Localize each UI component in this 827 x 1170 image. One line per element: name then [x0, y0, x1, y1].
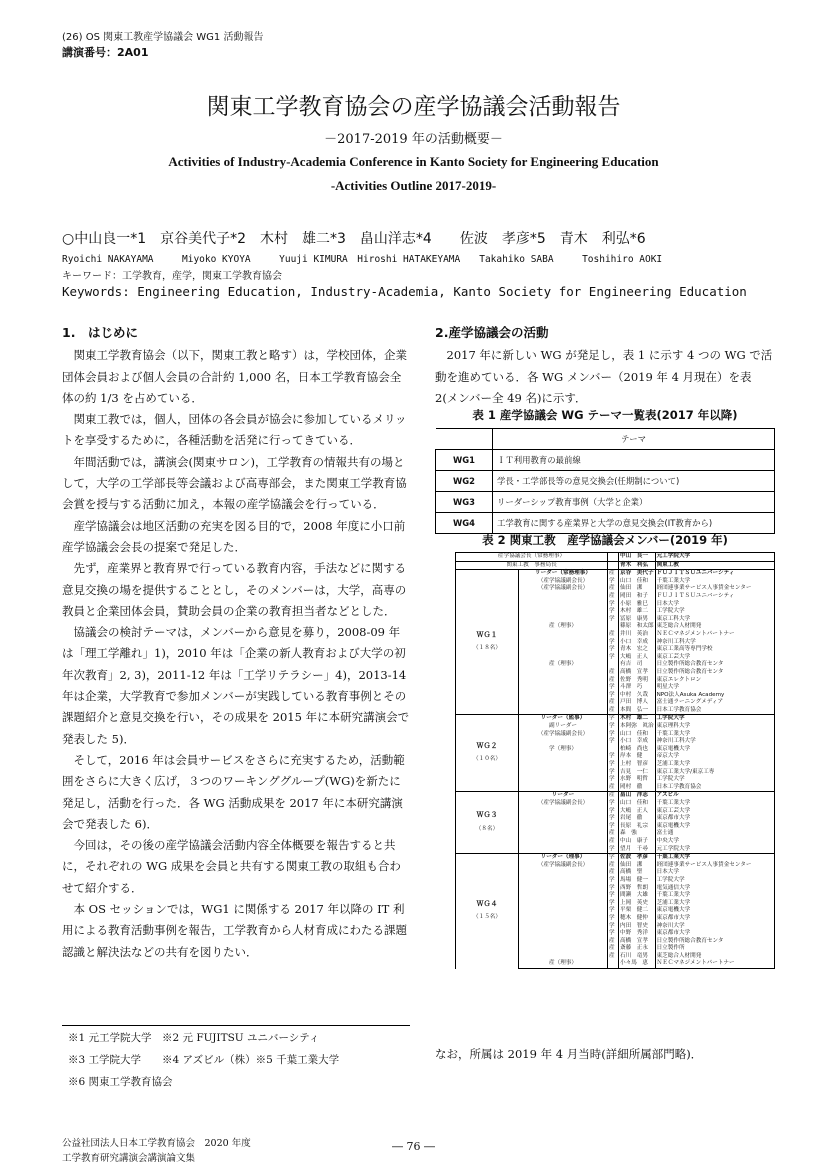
type-cell: 産 — [608, 830, 619, 838]
role-cell — [519, 808, 608, 816]
type-cell: 学 — [608, 854, 619, 862]
table-row — [456, 715, 775, 723]
org-cell: 東京電機大学 — [655, 746, 774, 754]
left-column — [62, 322, 410, 963]
table-row — [456, 561, 775, 570]
name-cell: 戸田 博人 — [619, 699, 656, 707]
org-cell: 芝浦工業大学 — [655, 900, 774, 908]
name-cell: 青木 利弘 — [619, 561, 656, 570]
wg-cell: WG3 — [436, 492, 493, 513]
org-cell: 関東工教 — [655, 561, 774, 570]
type-cell: 産 — [608, 862, 619, 870]
type-cell: 学 — [608, 639, 619, 647]
name-cell: 斗澤 巧 — [619, 684, 656, 692]
english-title: Activities of Industry-Academia Conference in Kanto Society for Engineering Education — [168, 154, 659, 169]
org-cell: ＦＵＪＩＴＳＵユニバーシティ — [655, 593, 774, 601]
type-cell: 産 — [608, 938, 619, 946]
type-cell: 学 — [608, 900, 619, 908]
name-cell: 中村 久哉 — [619, 692, 656, 700]
org-cell: 日本工学教育協会 — [655, 707, 774, 715]
name-cell: 本間 弘一 — [619, 707, 656, 715]
table-note: なお，所属は 2019 年 4 月当時(詳細所属部門略)． — [435, 1047, 703, 1061]
role-cell — [519, 938, 608, 946]
name-cell: 篠原 和太郎 — [620, 623, 654, 630]
org-cell: 東京工業高等専門学校 — [655, 646, 774, 654]
wg-label: ＷＧ１ — [476, 630, 498, 639]
org-cell: 東京工業大学/東京工専 — [655, 769, 774, 777]
role-cell — [519, 692, 608, 700]
type-cell: 学 — [608, 692, 619, 700]
wg-label: ＷＧ２ — [476, 741, 498, 750]
wg-label: ＷＧ３ — [476, 811, 498, 820]
theme-cell: 工学教育に関する産業界と大学の意見交換会(IT教育から) — [493, 513, 775, 534]
wg-group-cell — [456, 854, 519, 969]
type-cell: 学 — [608, 723, 619, 731]
role-cell: リーダー — [519, 792, 608, 800]
org-cell: 工学院大学 — [655, 608, 774, 616]
type-cell: 産 — [608, 570, 619, 578]
role-cell: リーダー（常務理事） — [519, 570, 608, 578]
org-cell: 日立製作所総合教育センタ — [655, 938, 774, 946]
org-cell: 千葉工業大学 — [655, 854, 774, 862]
table2-caption: 表 2 関東工教 産学協議会メンバー(2019 年) — [482, 533, 728, 547]
table-header-blank — [436, 429, 493, 450]
type-cell: 学 — [608, 608, 619, 616]
role-cell — [519, 769, 608, 777]
paragraph: 先ず，産業界と教育界で行っている教育内容，手法などに関する意見交換の場を提供することとし，そのメンバーは，大学，高専の教員と企業団体会員，賛助会員の企業の教育担当者などとした． — [62, 561, 407, 618]
org-cell: 日立製作所総合教育センタ — [655, 661, 774, 669]
type-cell: 産 — [608, 707, 619, 715]
paragraph: 産学協議会は地区活動の充実を図る目的で，2008 年度に小口前産学協議会会長の提案で発足した． — [62, 518, 406, 554]
name-cell: 山口 佳和 — [619, 731, 656, 739]
english-subtitle: -Activities Outline 2017-2019- — [330, 178, 497, 193]
type-cell — [608, 553, 619, 562]
org-cell: 東京理科大学 — [655, 723, 774, 731]
org-cell: 明星大学 — [655, 684, 774, 692]
name-cell: 西野 哲朗 — [619, 885, 656, 893]
name-cell: 山口 佳和 — [619, 578, 656, 586]
name-cell: 小口 幸成 — [619, 639, 656, 647]
type-cell: 学 — [608, 731, 619, 739]
role-cell — [519, 892, 608, 900]
table-header: テーマ — [493, 429, 775, 450]
role-cell: （産学協議副会長） — [537, 861, 589, 868]
name-cell: 佐波 孝彦 — [619, 854, 656, 862]
type-cell: 学 — [608, 738, 619, 746]
type-cell: 産 — [608, 631, 619, 639]
table1-caption: 表 1 産学協議会 WG テーマ一覧表(2017 年以降) — [472, 408, 738, 422]
type-cell — [608, 561, 619, 570]
wg-group-cell — [456, 570, 519, 715]
wg-count: （１０名） — [473, 756, 501, 763]
org-cell: 東京電機大学 — [655, 907, 774, 915]
type-cell: 学 — [608, 915, 619, 923]
org-cell: ＦＵＪＩＴＳＵユニバーシティ — [655, 570, 774, 578]
name-cell: 中野 秀洋 — [619, 930, 656, 938]
footer-society: 公益社団法人日本工学教育協会 2020 年度 — [62, 1138, 251, 1149]
name-cell: 本阿弥 眞治 — [620, 723, 654, 730]
org-cell: ＮＥＣマネジメントパートナー — [655, 631, 774, 639]
footnote: ※3 工学院大学 ※4 アズビル（株）※5 千葉工業大学 — [68, 1054, 340, 1066]
role-cell: 産（理事） — [519, 960, 608, 968]
name-cell: 畠山 洋志 — [619, 792, 656, 800]
org-cell: 東京工芸大学 — [655, 808, 774, 816]
name-cell: 仙田 潔 — [619, 585, 656, 593]
org-cell: 東京エレクトロン — [655, 677, 774, 685]
role-cell: 産（理事） — [549, 623, 577, 630]
table-row — [456, 570, 775, 578]
name-cell: 有吉 司 — [619, 661, 656, 669]
type-cell: 学 — [608, 776, 619, 784]
table-row — [436, 450, 775, 471]
type-cell: 産 — [608, 669, 619, 677]
type-cell: 学 — [608, 753, 619, 761]
wg-count: （１５名） — [473, 914, 501, 921]
type-cell: 学 — [608, 907, 619, 915]
org-cell: 東京工芸大学 — [655, 654, 774, 662]
role-cell: 関東工教 事務局長 — [456, 561, 608, 570]
role-cell — [519, 677, 608, 685]
org-cell: 元工学院大学 — [655, 553, 774, 562]
org-cell: アズビル — [655, 792, 774, 800]
section-1-heading: 1. はじめに — [62, 325, 138, 340]
role-cell — [519, 631, 608, 639]
name-cell: 高橋 宣孝 — [619, 669, 656, 677]
type-cell: 学 — [608, 601, 619, 609]
wg-label: ＷＧ４ — [476, 899, 498, 908]
role-cell — [519, 593, 608, 601]
role-cell — [519, 930, 608, 938]
org-cell: 東京都市大学 — [655, 815, 774, 823]
org-cell: 富士通 — [655, 830, 774, 838]
wg-theme-table — [435, 428, 775, 534]
type-cell: 学 — [608, 815, 619, 823]
name-cell: 小口 幸成 — [619, 738, 656, 746]
role-cell — [519, 608, 608, 616]
role-cell — [519, 838, 608, 846]
name-cell: 岡田 和子 — [619, 593, 656, 601]
footnote-divider — [62, 1025, 410, 1026]
role-cell: 産学協議会長（常務理事） — [456, 553, 608, 562]
type-cell — [608, 960, 619, 968]
role-cell: （産学協議副会長） — [537, 800, 589, 806]
org-cell: 日立製作所総合教育センタ — [655, 669, 774, 677]
role-cell — [519, 684, 608, 692]
name-cell: 青木 宏之 — [619, 646, 656, 654]
org-cell: NPO法人Asuka Academy — [655, 692, 774, 700]
type-cell — [608, 661, 619, 669]
table-row — [436, 513, 775, 534]
org-cell: 工学院大学 — [655, 877, 774, 885]
org-cell: 東京電機大学 — [655, 823, 774, 831]
name-cell: 岸本 健 — [619, 753, 656, 761]
role-cell — [519, 815, 608, 823]
org-cell: 経団連事業サービス人事賃金センター — [655, 585, 774, 593]
role-cell — [519, 776, 608, 784]
authors-en: Ryoichi NAKAYAMA Miyoko KYOYA Yuuji KIMURA Hiroshi HATAKEYAMA Takahiko SABA Toshihiro AOKI — [62, 254, 663, 265]
name-cell: 斎藤 正永 — [619, 945, 656, 953]
name-cell: 山口 佳和 — [619, 800, 656, 808]
type-cell: 産 — [608, 585, 619, 593]
role-cell: （産学協議副会長） — [537, 577, 589, 584]
name-cell: 石川 竜男 — [619, 953, 656, 961]
paragraph: 関東工学教育協会（以下，関東工教と略す）は，学校団体，企業団体会員および個人会員の合計約 1,000 名，日本工学教育協会全体の約 1/3 を占めている． — [62, 348, 407, 405]
paper-title: 関東工学教育協会の産学協議会活動報告 — [206, 94, 621, 120]
role-cell — [519, 945, 608, 953]
name-cell: 佐野 秀明 — [619, 677, 656, 685]
name-cell: 馬場 健一 — [619, 877, 656, 885]
name-cell: 木村 雄二 — [619, 715, 656, 723]
role-cell — [519, 846, 608, 854]
role-cell — [519, 907, 608, 915]
type-cell: 産 — [608, 677, 619, 685]
type-cell: 学 — [608, 578, 619, 586]
name-cell: 大嶋 正人 — [619, 654, 656, 662]
name-cell: 高橋 宣孝 — [619, 938, 656, 946]
name-cell: 長原 礼宗 — [619, 823, 656, 831]
org-cell: 中央大学 — [655, 838, 774, 846]
org-cell: 千葉工業大学 — [655, 800, 774, 808]
role-cell — [519, 738, 608, 746]
org-cell: 神奈川工科大学 — [655, 738, 774, 746]
authors-ja: ○中山良一*1 京谷美代子*2 木村 雄二*3 畠山洋志*4 佐波 孝彦*5 青木 利弘*6 — [62, 231, 646, 247]
role-cell — [519, 900, 608, 908]
org-cell: 日本大学 — [655, 601, 774, 609]
type-cell: 学 — [608, 877, 619, 885]
role-cell — [519, 877, 608, 885]
name-cell: 高橋 聖 — [619, 869, 656, 877]
name-cell: 内田 智史 — [619, 923, 656, 931]
member-table — [455, 552, 775, 969]
theme-cell: リーダーシップ教育事例（大学と企業） — [493, 492, 775, 513]
org-cell: 日本工学教育協会 — [655, 784, 774, 792]
org-cell: 経団連事業サービス人事賃金センター — [655, 862, 774, 870]
footer-proceedings: 工学教育研究講演会講演論文集 — [62, 1153, 196, 1164]
type-cell: 学 — [608, 892, 619, 900]
type-cell: 産 — [608, 838, 619, 846]
org-cell: ＮＥＣマネジメントパートナー — [655, 960, 774, 968]
type-cell: 産 — [608, 792, 619, 800]
wg-cell: WG1 — [436, 450, 493, 471]
role-cell — [519, 823, 608, 831]
name-cell: 森 強 — [619, 830, 656, 838]
paragraph: 今回は，その後の産学協議会活動内容全体概要を報告すると共に，それぞれの WG 成果を会員と共有する関東工教の取組も合わせて紹介する． — [62, 838, 401, 895]
paragraph: 2017 年に新しい WG が発足し，表 1 に示す 4 つの WG で活動を進めている．各 WG メンバー（2019 年 4 月現在）を表 2(メンバー全 49 名)に示す． — [435, 348, 773, 405]
role-cell — [519, 639, 608, 647]
table-row — [436, 492, 775, 513]
lecture-number: 講演番号：2A01 — [62, 46, 149, 59]
name-cell: 柏崎 尚也 — [619, 746, 656, 754]
org-cell: 日立製作所 — [655, 945, 774, 953]
name-cell: 望月 千尋 — [619, 846, 656, 854]
role-cell — [519, 885, 608, 893]
name-cell: 岡村 徹 — [619, 784, 656, 792]
wg-cell: WG4 — [436, 513, 493, 534]
role-cell: 学（理事） — [549, 745, 577, 752]
role-cell: 産（理事） — [549, 661, 577, 668]
org-cell: 千葉工業大学 — [655, 578, 774, 586]
wg-count: （８名） — [475, 825, 499, 832]
org-cell: 帝京大学 — [655, 753, 774, 761]
name-cell: 上村 智彦 — [619, 761, 656, 769]
footnote: ※6 関東工学教育協会 — [68, 1076, 173, 1088]
name-cell: 木村 雄二 — [619, 608, 656, 616]
paragraph: そして，2016 年は会員サービスをさらに充実するため，活動範囲をさらに大きく広げ，３つのワーキンググループ(WG)を新たに発足し，活動を行った．各 WG 活動成果を 2017 年に本研究講演会で発表した 6)． — [62, 752, 405, 831]
wg-group-cell — [456, 715, 519, 792]
wg-cell: WG2 — [436, 471, 493, 492]
paragraph: 年間活動では，講演会(関東サロン)，工学教育の情報共有の場として，大学の工学部長等会議および高専部会，また関東工学教育協会賞を授与する活動に加え，本報の産学協議会を行っている． — [62, 454, 407, 512]
role-cell — [519, 753, 608, 761]
type-cell: 産 — [608, 699, 619, 707]
name-cell: 吉見 一仁 — [619, 769, 656, 777]
running-header: (26) OS 関東工教産学協議会 WG1 活動報告 — [62, 32, 264, 43]
role-cell: 副リーダー — [549, 723, 577, 730]
org-cell: 千葉工業大学 — [655, 731, 774, 739]
role-cell — [519, 646, 608, 654]
type-cell: 学 — [608, 715, 619, 723]
type-cell: 産 — [608, 869, 619, 877]
role-cell: リーダー（監事） — [519, 715, 608, 723]
type-cell: 学 — [608, 769, 619, 777]
org-cell: 神奈川工科大学 — [655, 639, 774, 647]
table-row — [436, 471, 775, 492]
role-cell: （産学協議副会長） — [537, 730, 589, 737]
name-cell: 冨原 康男 — [619, 616, 656, 624]
role-cell — [519, 761, 608, 769]
name-cell: 中山 良一 — [619, 553, 656, 562]
role-cell — [519, 869, 608, 877]
section-2-heading: 2.産学協議会の活動 — [435, 325, 549, 340]
type-cell: 学 — [608, 800, 619, 808]
theme-cell: 学長・工学部長等の意見交換会(任期制について) — [493, 471, 775, 492]
role-cell — [519, 669, 608, 677]
table-row — [456, 854, 775, 862]
type-cell: 学 — [608, 761, 619, 769]
type-cell: 学 — [608, 823, 619, 831]
theme-cell: ＩＴ利用教育の最前線 — [493, 450, 775, 471]
org-cell: 東京工科大学 — [655, 616, 774, 624]
name-cell: 京谷 美代子 — [620, 570, 654, 577]
name-cell: 上岡 英史 — [619, 900, 656, 908]
type-cell: 学 — [608, 923, 619, 931]
org-cell: 東京都市大学 — [655, 930, 774, 938]
org-cell: 日本大学 — [655, 869, 774, 877]
keywords-ja: キーワード：工学教育，産学，関東工学教育協会 — [62, 271, 282, 282]
name-cell: 井川 英治 — [619, 631, 656, 639]
type-cell: 学 — [608, 616, 619, 624]
role-cell: （産学協議副会長） — [537, 585, 589, 592]
type-cell: 学 — [608, 846, 619, 854]
type-cell: 学 — [608, 646, 619, 654]
role-cell — [519, 601, 608, 609]
role-cell — [519, 784, 608, 792]
right-column — [435, 322, 775, 409]
name-cell: 間瀬 大雄 — [619, 892, 656, 900]
name-cell: 小原 雅巳 — [619, 601, 656, 609]
org-cell: 神奈川大学 — [655, 923, 774, 931]
paragraph: 本 OS セッションでは，WG1 に関係する 2017 年以降の IT 利用による教育活動事例を報告，工学教育から人材育成にわたる課題認識と解決法などの共有を図りたい． — [62, 902, 407, 959]
org-cell: 富士通ラーニングメディア — [655, 699, 774, 707]
keywords-en: Keywords: Engineering Education, Industry-Academia, Kanto Society for Engineering Education — [62, 284, 747, 299]
footnote: ※1 元工学院大学 ※2 元 FUJITSU ユニバーシティ — [68, 1032, 320, 1044]
org-cell: 工学院大学 — [655, 715, 774, 723]
name-cell: 仙田 潔 — [619, 862, 656, 870]
name-cell: 平栗 健二 — [619, 907, 656, 915]
table-row — [456, 792, 775, 800]
role-cell — [519, 707, 608, 715]
name-cell: 岩尾 徹 — [619, 815, 656, 823]
paper-subtitle: －2017-2019 年の活動概要－ — [324, 132, 503, 147]
type-cell: 学 — [608, 654, 619, 662]
wg-group-cell — [456, 792, 519, 854]
page-number: ― 76 ― — [392, 1140, 435, 1153]
type-cell: 産 — [608, 784, 619, 792]
type-cell: 産 — [608, 593, 619, 601]
type-cell: 産 — [608, 945, 619, 953]
name-cell: 穂木 健仲 — [619, 915, 656, 923]
wg-count: （１８名） — [473, 645, 501, 652]
org-cell: 電気通信大学 — [655, 885, 774, 893]
type-cell: 産 — [608, 953, 619, 961]
type-cell: 学 — [608, 885, 619, 893]
type-cell: 学 — [608, 684, 619, 692]
type-cell: 学 — [608, 930, 619, 938]
role-cell: リーダー（理事） — [519, 854, 608, 862]
table-row — [456, 553, 775, 562]
name-cell: 大嶋 正人 — [619, 808, 656, 816]
type-cell — [608, 623, 619, 631]
org-cell: 芝浦工業大学 — [655, 761, 774, 769]
footnotes — [68, 1027, 408, 1093]
name-cell: 水野 明哲 — [619, 776, 656, 784]
type-cell: 学 — [608, 808, 619, 816]
org-cell: 東芝総合人材開発 — [655, 953, 774, 961]
paragraph: 協議会の検討テーマは，メンバーから意見を募り，2008-09 年は「理工学離れ」1)，2010 年は「企業の新人教育および大学の初年次教育」2, 3)，2011-12 年は「工学リテラシー」4)，2013-14 年は企業，大学教育で参加メンバーが実践している教育事例とその課題紹介と意見交換を行い，その成果を 2015 年に本研究講演会で発表した 5)． — [62, 625, 410, 746]
org-cell: 千葉工業大学 — [655, 892, 774, 900]
name-cell: 中山 康子 — [619, 838, 656, 846]
role-cell — [519, 830, 608, 838]
org-cell: 工学院大学 — [655, 776, 774, 784]
role-cell — [519, 923, 608, 931]
org-cell: 元工学院大学 — [655, 846, 774, 854]
org-cell: 東芝総合人材開発 — [655, 623, 774, 631]
paragraph: 関東工教では，個人，団体の各会員が協会に参加しているメリットを享受するために，各種活動を活発に行ってきている． — [62, 412, 407, 448]
role-cell — [519, 915, 608, 923]
org-cell: 東京都市大学 — [655, 915, 774, 923]
name-cell: 小々馬 恵 — [619, 960, 656, 968]
role-cell — [519, 699, 608, 707]
